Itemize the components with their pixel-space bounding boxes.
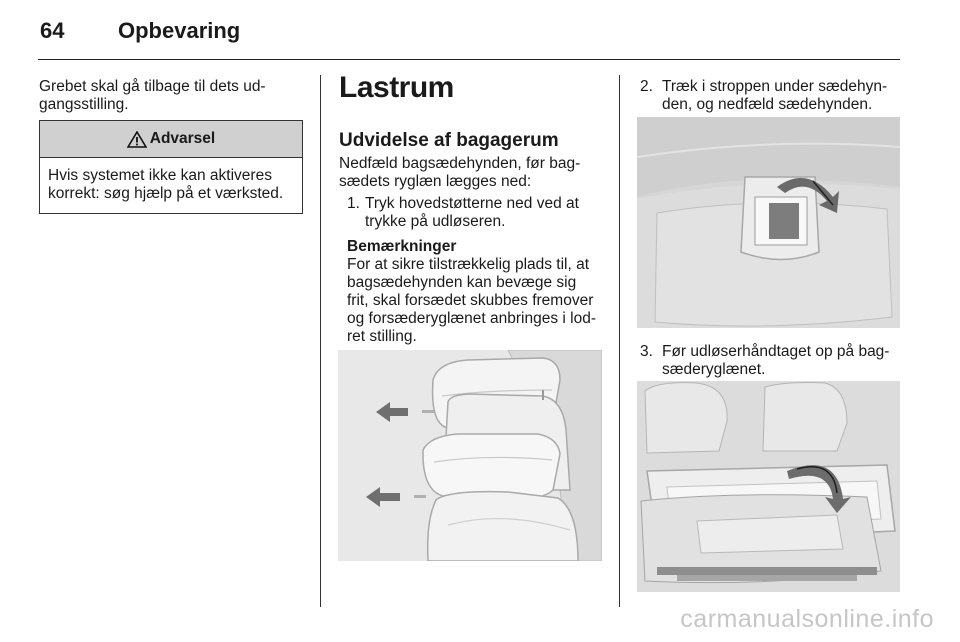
text-line: Grebet skal gå tilbage til dets ud-	[39, 78, 266, 95]
seat-cushion-strap-illustration	[637, 117, 900, 328]
warning-triangle-icon	[127, 131, 147, 148]
warning-box	[39, 120, 303, 214]
step-number: 2.	[640, 78, 653, 95]
text-line: sæderyglænet.	[662, 361, 766, 378]
note-block	[347, 238, 612, 346]
text-line: korrekt: søg hjælp på et værksted.	[48, 185, 284, 202]
release-handle-illustration	[637, 381, 900, 592]
text-line: trykke på udløseren.	[365, 213, 506, 230]
text-line: bagsædehynden kan bevæge sig	[347, 274, 577, 291]
text-line: Træk i stroppen under sædehyn-	[662, 78, 888, 95]
text-line: Hvis systemet ikke kan aktiveres	[48, 167, 272, 184]
text-line: den, og nedfæld sædehynden.	[662, 96, 873, 113]
text-line: sædets ryglæn lægges ned:	[339, 173, 532, 190]
headrest-release-illustration	[338, 350, 602, 561]
page-title: Opbevaring	[118, 18, 241, 43]
step-number: 3.	[640, 343, 653, 360]
intro-paragraph	[39, 78, 266, 114]
warning-title: Advarsel	[149, 130, 216, 147]
watermark-text: carmanualsonline.info	[680, 605, 934, 633]
text-line: Før udløserhåndtaget op på bag-	[662, 343, 890, 360]
warning-header	[40, 121, 302, 158]
strap-drawing	[637, 117, 900, 328]
step-3	[640, 343, 902, 379]
header-divider	[38, 59, 900, 60]
section-title: Lastrum	[339, 71, 454, 104]
folded-seat-drawing	[637, 381, 900, 592]
page-number: 64	[40, 18, 65, 43]
text-line: gangsstilling.	[39, 96, 129, 113]
text-line: frit, skal forsædet skubbes fremover	[347, 292, 594, 309]
text-line: Tryk hovedstøtterne ned ved at	[365, 195, 579, 212]
text-line: ret stilling.	[347, 328, 417, 345]
warning-text	[40, 158, 302, 203]
subsection-title: Udvidelse af bagagerum	[339, 130, 559, 151]
note-heading: Bemærkninger	[347, 238, 457, 255]
seat-headrest-drawing	[338, 350, 602, 561]
step-number: 1.	[347, 195, 360, 212]
step-2	[640, 78, 902, 114]
column-divider-right	[619, 75, 620, 607]
subsection-intro	[339, 155, 580, 191]
text-line: og forsæderyglænet anbringes i lod-	[347, 310, 596, 327]
column-divider-left	[320, 75, 321, 607]
text-line: For at sikre tilstrækkelig plads til, at	[347, 256, 590, 273]
step-1	[347, 195, 609, 231]
text-line: Nedfæld bagsædehynden, før bag-	[339, 155, 581, 172]
